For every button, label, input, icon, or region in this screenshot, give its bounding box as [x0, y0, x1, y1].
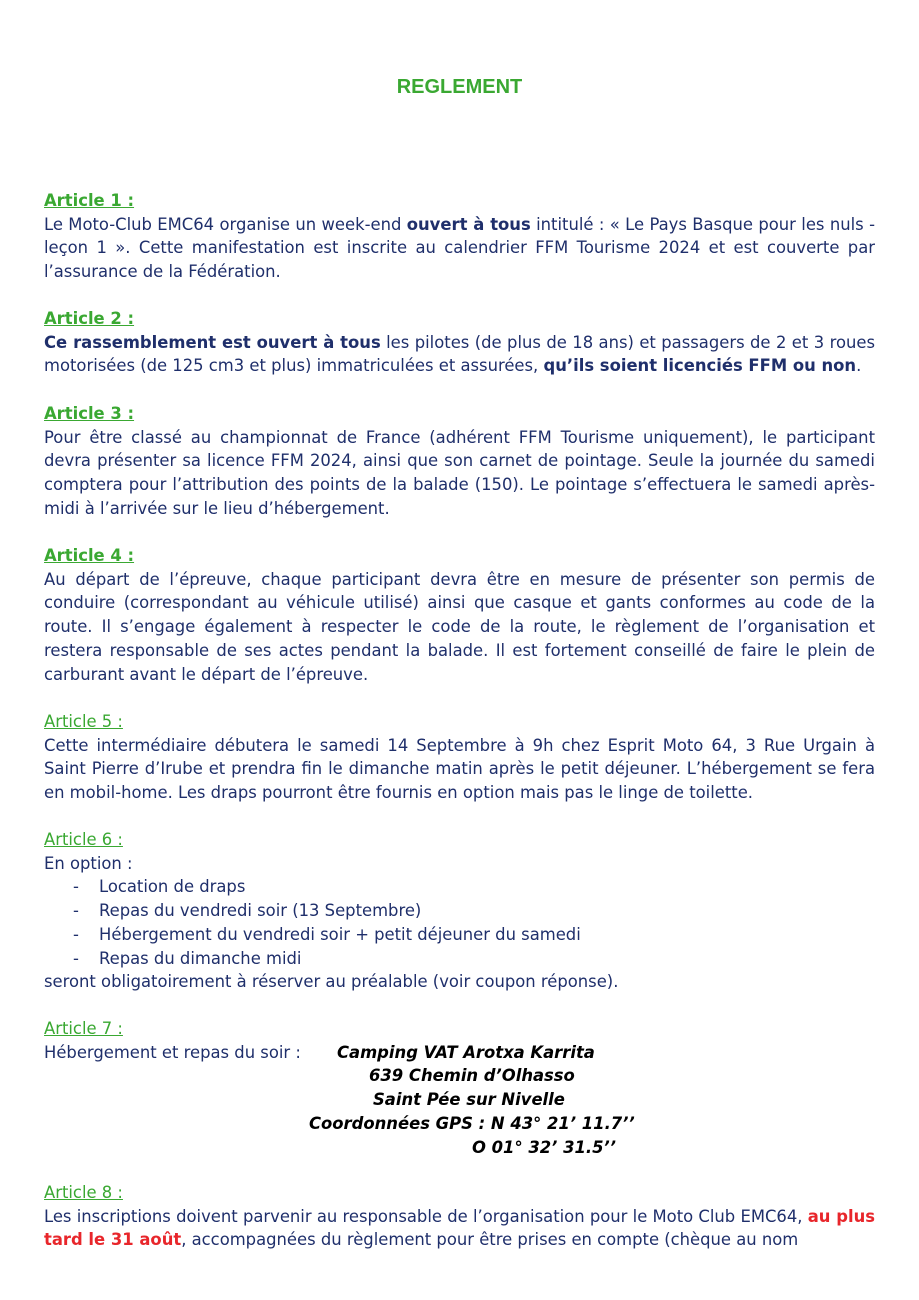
article-4-text: Au départ de l’épreuve, chaque participant devra être en mesure de présenter son permis de conduire (correspondant au véhicule utilisé) ainsi que casque et gants conformes au code de la route. Il s’engage également à respecter le code de la route, le règlement de l’organisation et restera responsable de ses actes pendant la balade. Il est fortement conseillé de faire le plein de carburant avant le départ de l’épreuve.: [44, 569, 875, 684]
article-1: [44, 189, 875, 284]
article-1-heading: Article 1 :: [44, 191, 135, 210]
article-7: [44, 1017, 875, 1159]
article-6-heading: Article 6 :: [44, 830, 123, 849]
article-8: [44, 1181, 875, 1252]
gps-longitude: O 01° 32’ 31.5’’: [472, 1137, 616, 1157]
camping-street: 639 Chemin d’Olhasso: [369, 1066, 575, 1086]
article-5-text: Cette intermédiaire débutera le samedi 14 Septembre à 9h chez Esprit Moto 64, 3 Rue Urgain à Saint Pierre d’Irube et prendra fin le dimanche matin après le petit déjeuner. L’hébergement se fera en mobil-home. Les draps pourront être fournis en option mais pas le linge de toilette.: [44, 735, 875, 803]
list-item: - Location de draps: [71, 875, 875, 899]
article-6-intro: En option :: [44, 853, 133, 873]
option-list: [44, 875, 875, 970]
article-8-heading: Article 8 :: [44, 1183, 123, 1202]
list-item: - Hébergement du vendredi soir + petit déjeuner du samedi: [71, 923, 875, 947]
accommodation-label: Hébergement et repas du soir :: [44, 1042, 301, 1062]
article-5: [44, 710, 875, 805]
article-2: [44, 307, 875, 378]
article-3: [44, 402, 875, 521]
article-3-text: Pour être classé au championnat de France (adhérent FFM Tourisme uniquement), le participant devra présenter sa licence FFM 2024, ainsi que son carnet de pointage. Seule la journée du samedi comptera pour l’attribution des points de la balade (150). Le pointage s’effectuera le samedi après-midi à l’arrivée sur le lieu d’hébergement.: [44, 427, 875, 518]
camping-name: Camping VAT Arotxa Karrita: [337, 1042, 595, 1062]
article-7-heading: Article 7 :: [44, 1019, 123, 1038]
gps-latitude: Coordonnées GPS : N 43° 21’ 11.7’’: [309, 1113, 635, 1133]
article-2-heading: Article 2 :: [44, 309, 135, 328]
list-item: - Repas du dimanche midi: [71, 947, 875, 971]
accommodation-address: [44, 1041, 875, 1159]
article-4: [44, 544, 875, 686]
camping-town: Saint Pée sur Nivelle: [373, 1090, 565, 1110]
article-2-text: Ce rassemblement est ouvert à tous les pilotes (de plus de 18 ans) et passagers de 2 et 3 roues motorisées (de 125 cm3 et plus) immatriculées et assurées, qu’ils soient licenciés FFM ou non.: [44, 332, 875, 376]
article-1-text: Le Moto-Club EMC64 organise un week-end ouvert à tous intitulé : « Le Pays Basque pour les nuls - leçon 1 ». Cette manifestation est inscrite au calendrier FFM Tourisme 2024 et est couverte par l’assurance de la Fédération.: [44, 214, 875, 282]
page-title: REGLEMENT: [396, 76, 523, 98]
article-4-heading: Article 4 :: [44, 546, 135, 565]
list-item: - Repas du vendredi soir (13 Septembre): [71, 899, 875, 923]
article-5-heading: Article 5 :: [44, 712, 123, 731]
deadline: au plus tard le 31 août: [44, 1206, 875, 1250]
article-6-outro: seront obligatoirement à réserver au préalable (voir coupon réponse).: [44, 972, 619, 992]
article-8-text: Les inscriptions doivent parvenir au responsable de l’organisation pour le Moto Club EMC64, au plus tard le 31 août, accompagnées du règlement pour être prises en compte (chèque au nom: [44, 1206, 875, 1250]
article-6: [44, 828, 875, 994]
article-3-heading: Article 3 :: [44, 404, 135, 423]
